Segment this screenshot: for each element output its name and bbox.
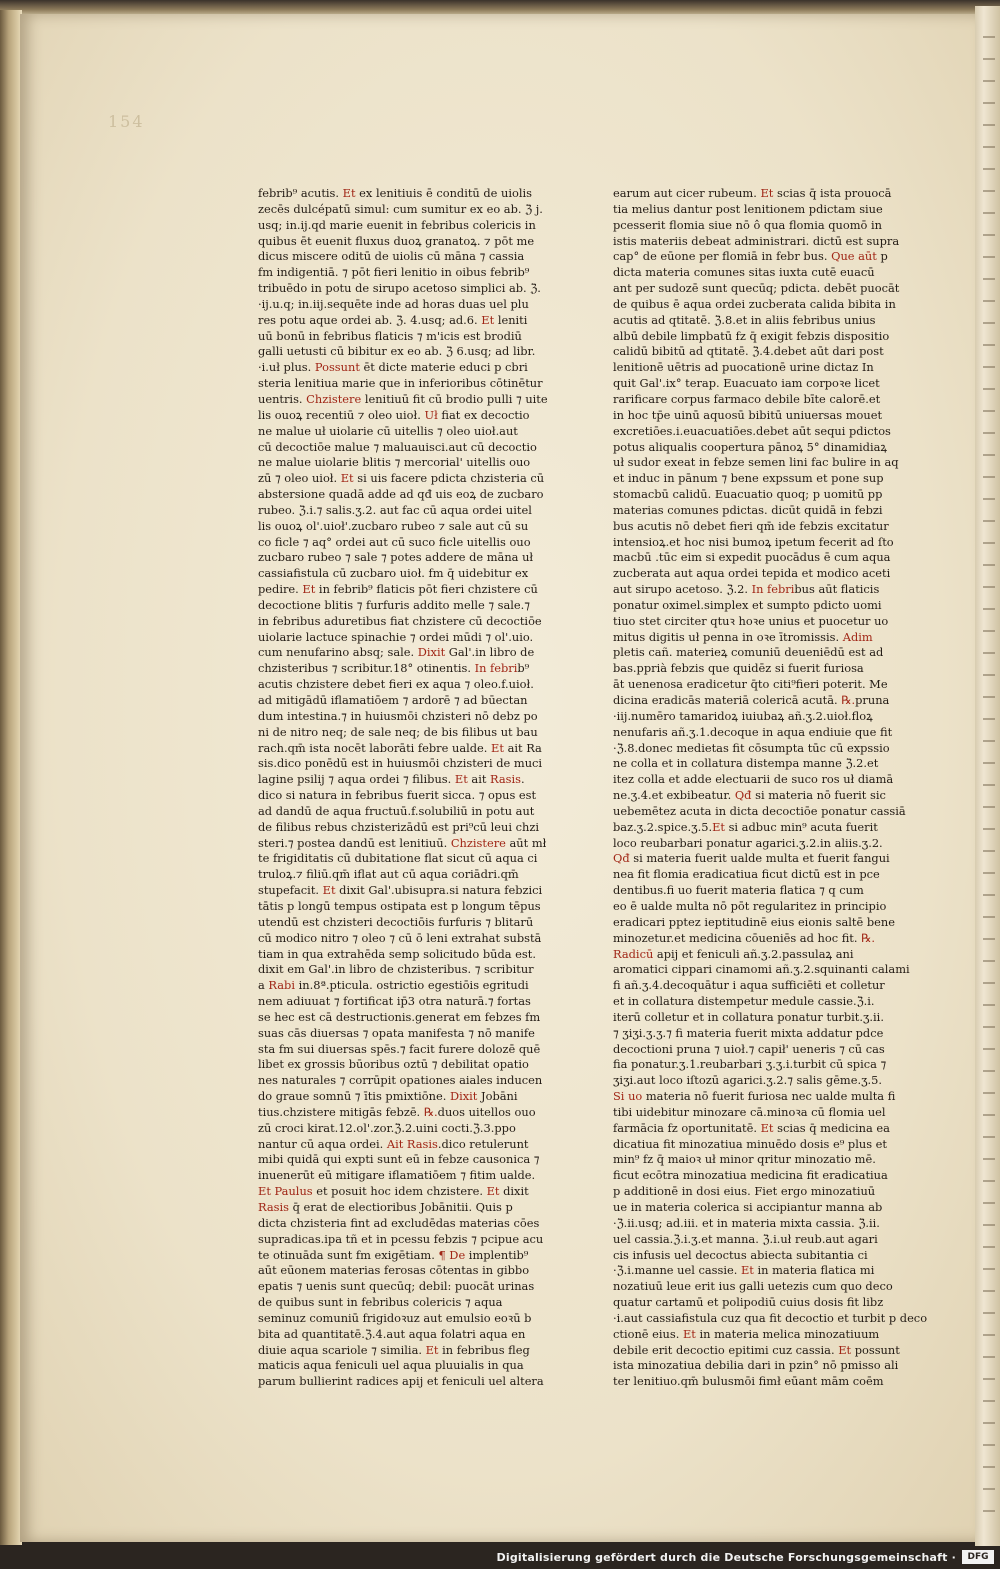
text-line: tiam in qua extrahēda semp solicitudo būda est.	[258, 946, 536, 961]
text-line: lenitionē uētris ad puocationē urine dictaz In	[613, 360, 874, 375]
text-line: nenufaris añ.ʒ.1.decoque in aqua endiuie que fit	[613, 724, 893, 739]
page-edge-tick	[983, 322, 995, 324]
page-edge-tick	[983, 1070, 995, 1072]
text-line: ne malue uł uiolarie cū uitellis ⁊ oleo uioł.aut	[258, 423, 518, 438]
text-line: nes naturales ⁊ corrūpit opationes aiales inducen	[258, 1073, 543, 1088]
text-line: truloꝝ.⁊ filiū.qm̄ iflat aut cū aqua coriādri.qm̄	[258, 867, 519, 882]
text-line: macbū .tūc eim si expedit puocādus ē cum aqua	[613, 550, 891, 565]
page-edge-tick	[983, 1422, 995, 1424]
page-edge-tick	[983, 1290, 995, 1292]
text-line: aut sirupo acetoso. ℨ.2. In febribus aūt flaticis	[613, 582, 880, 597]
text-line: quit Gal'.ix° terap. Euacuato iam corpoꝛe licet	[613, 376, 880, 391]
text-line: tia melius dantur post lenitionem pdictam siue	[613, 201, 883, 216]
text-line: Si uo materia nō fuerit furiosa nec ualde multa fi	[613, 1089, 896, 1104]
text-line: zucberata aut aqua ordei tepida et modico aceti	[613, 566, 891, 581]
page-edge-tick	[983, 454, 995, 456]
text-line: cassiafistula cū zucbaro uioł. fm q̄ uidebitur ex	[258, 566, 529, 581]
text-line: pcesserit flomia siue nō ô qua flomia quomō in	[613, 217, 883, 232]
text-line: ficut ecōtra minozatiua medicina fit eradicatiua	[613, 1168, 888, 1183]
text-line: ne malue uiolarie blitis ⁊ mercorial' uitellis ouo	[258, 455, 531, 470]
text-line: ʒiʒi.aut loco iſtozū agarici.ʒ.2.⁊ salis gēme.ʒ.5.	[613, 1073, 883, 1088]
text-line: do graue somnū ⁊ ītis pmixtiōne. Dixit Jobāni	[258, 1089, 518, 1104]
dfg-logo: DFG	[962, 1550, 994, 1564]
page-edge-tick	[983, 1224, 995, 1226]
text-line: maticis aqua feniculi uel aqua pluuialis in qua	[258, 1358, 524, 1373]
text-line: lis ouoꝝ ol'.uioł'.zucbaro rubeo ⁊ sale aut cū su	[258, 518, 529, 533]
page-edge-tick	[983, 1158, 995, 1160]
text-line: dentibus.fi uo fuerit materia flatica ⁊ q cum	[613, 883, 864, 898]
page-edge-tick	[983, 190, 995, 192]
text-line: ·i.aut cassiafistula cuz qua fit decoctio et turbit p deco	[613, 1310, 928, 1325]
page-edge-tick	[983, 828, 995, 830]
page-edge-tick	[983, 300, 995, 302]
text-line: dixit em Gal'.in libro de chzisteribus. ⁊ scribitur	[258, 962, 534, 977]
text-line: res potu aque ordei ab. ℨ. 4.usq; ad.6. Et leniti	[258, 312, 528, 327]
text-line: fia ponatur.ʒ.1.reubarbari ʒ.ʒ.i.turbit cū spica ⁊	[613, 1057, 887, 1072]
text-line: iterū colletur et in collatura ponatur turbit.ʒ.ii.	[613, 1009, 884, 1024]
page-edge-tick	[983, 1312, 995, 1314]
text-line: loco reubarbari ponatur agarici.ʒ.2.in aliis.ʒ.2.	[613, 835, 883, 850]
text-line: uiolarie lactuce spinachie ⁊ ordei mūdi ⁊ ol'.uio.	[258, 629, 534, 644]
text-line: a Rabi in.8ª.pticula. ostrictio egestiōis egritudi	[258, 978, 529, 993]
text-line: albū debile limpbatū fz q̄ exigit febzis dispositio	[613, 328, 890, 343]
text-line: te otinuāda sunt fm exigētiam. ¶ De implentib⁹	[258, 1247, 529, 1262]
text-line: nozatiuū leue erit ius galli uetezis cum quo deco	[613, 1279, 893, 1294]
text-line: galli uetusti cū bibitur ex eo ab. ℨ 6.usq; ad libr.	[258, 344, 536, 359]
text-line: tātis p longū tempus ostipata est p longum tēpus	[258, 898, 541, 913]
text-line: decoctioni pruna ⁊ uioł.⁊ capił' ueneris ⁊ cū cas	[613, 1041, 885, 1056]
text-line: acutis chzistere debet fieri ex aqua ⁊ oleo.f.uioł.	[258, 677, 534, 692]
page-edge-tick	[983, 1466, 995, 1468]
page-edge-tick	[983, 762, 995, 764]
text-line: minozetur.et medicina cōueniēs ad hoc fit. ℞.	[613, 930, 875, 945]
page-edge-tick	[983, 1246, 995, 1248]
text-line: ·ℨ.8.donec medietas fit cōsumpta tūc cū expssio	[613, 740, 890, 755]
page-edge-tick	[983, 1356, 995, 1358]
text-line: abstersione quadā adde ad qđ uis eoꝝ de zucbaro	[258, 487, 544, 502]
text-line: dicta materia comunes sitas iuxta cutē euacū	[613, 265, 875, 280]
page-edge-tick	[983, 1334, 995, 1336]
text-line: dicta chzisteria fint ad excludēdas materias cōes	[258, 1215, 540, 1230]
text-line: ⁊ ʒiʒi.ʒ.ʒ.⁊ fi materia fuerit mixta addatur pdce	[613, 1025, 884, 1040]
text-line: bas.pprià febzis que quidēz si fuerit furiosa	[613, 661, 864, 676]
text-line: inuenerūt eū mitigare iflamatiōem ⁊ fitim ualde.	[258, 1168, 536, 1183]
page-edge-tick	[983, 1378, 995, 1380]
text-line: sta fm sui diuersas spēs.⁊ facit furere dolozē quē	[258, 1041, 541, 1056]
text-line: aromatici cippari cinamomi añ.ʒ.2.squinanti calami	[613, 962, 910, 977]
text-line: aūt eūonem materias ferosas cōtentas in gibbo	[258, 1263, 530, 1278]
text-line: quibus ēt euenit fluxus duoꝝ granatoꝝ. ⁊ pōt me	[258, 233, 535, 248]
text-line: tiuo stet circiter qtuꝛ hoꝛe unius et puocetur uo	[613, 613, 889, 628]
text-line: rach.qm̄ ista nocēt laborāti febre ualde. Et ait Ra	[258, 740, 542, 755]
page-edge-tick	[983, 938, 995, 940]
text-line: diuie aqua scariole ⁊ similia. Et in febribus fleg	[258, 1342, 530, 1357]
text-line: parum bullierint radices apij et feniculi uel altera	[258, 1374, 544, 1389]
text-line: p additionē in dosi eius. Fiet ergo minozatiuū	[613, 1184, 876, 1199]
text-line: rubeo. ℨ.i.⁊ salis.ʒ.2. aut fac cū aqua ordei uitel	[258, 502, 532, 517]
text-line: nem adiuuat ⁊ fortificat ip̄3 otra naturā.⁊ fortas	[258, 994, 531, 1009]
text-line: ne.ʒ.4.et exbibeatur. Qđ si materia nō fuerit sic	[613, 788, 886, 803]
page-edge-tick	[983, 1092, 995, 1094]
text-line: uū bonū in febribus flaticis ⁊ m'icis est brodiū	[258, 328, 522, 343]
text-line: farmācia fz oportunitatē. Et scias q̄ medicina ea	[613, 1120, 890, 1135]
text-line: zū croci kirat.12.ol'.zor.ℨ.2.uini cocti.ℨ.3.ppo	[258, 1120, 516, 1135]
page-edge-tick	[983, 234, 995, 236]
page-edge-tick	[983, 1136, 995, 1138]
text-line: stupefacit. Et dixit Gal'.ubisupra.si natura febzici	[258, 883, 543, 898]
folio-number: 154	[108, 112, 145, 131]
text-line: decoctione blitis ⁊ furfuris addito melle ⁊ sale.⁊	[258, 597, 530, 612]
page-edge-tick	[983, 542, 995, 544]
text-line: uel cassia.ℨ.i.ʒ.et manna. ℨ.i.uł reub.aut agari	[613, 1231, 878, 1246]
text-line: fm indigentiā. ⁊ pōt fieri lenitio in oibus febrib⁹	[258, 265, 530, 280]
text-line: et in collatura distempetur medule cassie.ℨ.i.	[613, 994, 875, 1009]
page-edge-tick	[983, 432, 995, 434]
page-edge-tick	[983, 608, 995, 610]
text-line: calidū bibitū ad qtitatē. ℨ.4.debet aūt dari post	[613, 344, 884, 359]
text-line: ctionē eius. Et in materia melica minozatiuum	[613, 1326, 880, 1341]
text-line: Radicū apij et feniculi añ.ʒ.2.passulaꝝ ani	[613, 946, 854, 961]
text-line: mitus digitis uł penna in oꝛe ītromissis. Adim	[613, 629, 873, 644]
text-line: excretiōes.i.euacuatiōes.debet aūt sequi pdictos	[613, 423, 891, 438]
text-line: epatis ⁊ uenis sunt quecūq; debil: puocāt urinas	[258, 1279, 535, 1294]
text-line: ne colla et in collatura distempa manne ℨ.2.et	[613, 756, 879, 771]
text-line: ·ℨ.i.manne uel cassie. Et in materia flatica mi	[613, 1263, 875, 1278]
text-line: ue in materia colerica si accipiantur manna ab	[613, 1200, 883, 1214]
text-line: cum nenufarino absq; sale. Dixit Gal'.in libro de	[258, 645, 535, 660]
text-line: tius.chzistere mitigās febzē. ℞.duos uitellos ouo	[258, 1104, 536, 1119]
text-line: istis materiis debeat administrari. dictū est supra	[613, 233, 900, 248]
text-line: supradicas.ipa tñ et in pcessu febzis ⁊ pcipue acu	[258, 1231, 544, 1246]
page-edge-tick	[983, 960, 995, 962]
page-edge-tick	[983, 1180, 995, 1182]
page-edge-tick	[983, 278, 995, 280]
text-line: suas cās diuersas ⁊ opata manifesta ⁊ nō manife	[258, 1025, 535, 1040]
text-line: nea fit flomia eradicatiua ficut dictū est in pce	[613, 867, 880, 882]
page-edge-tick	[983, 982, 995, 984]
text-line: zū ⁊ oleo uioł. Et si uis facere pdicta chzisteria cū	[258, 471, 545, 486]
page-edge-tick	[983, 1488, 995, 1490]
text-line: ista minozatiua debilia dari in pzin° nō pmisso ali	[613, 1358, 899, 1373]
text-line: stomacbū calidū. Euacuatio quoq; p uomitū pp	[613, 487, 883, 502]
page-edge-tick	[983, 1268, 995, 1270]
page-stack-edge	[975, 6, 1000, 1546]
page-edge-tick	[983, 80, 995, 82]
text-line: de filibus rebus chzisterizādū est pri⁹cū leui chzi	[258, 819, 539, 834]
text-line: dico si natura in febribus fuerit sicca. ⁊ opus est	[258, 788, 537, 803]
text-line: febrib⁹ acutis. Et ex lenitiuis ē conditū de uiolis	[258, 186, 532, 200]
text-line: in febribus aduretibus fiat chzistere cū decoctiōe	[258, 613, 542, 628]
page-edge-tick	[983, 1400, 995, 1402]
page-edge-tick	[983, 674, 995, 676]
text-line: ter lenitiuo.qm̄ bulusmōi fimł eūant mām coēm	[613, 1374, 884, 1389]
page-edge-tick	[983, 366, 995, 368]
page-edge-tick	[983, 630, 995, 632]
text-line: debile erit decoctio epitimi cuz cassia. Et possunt	[613, 1342, 900, 1357]
text-line: min⁹ fz q̄ maioꝛ uł minor qritur minozatio mē.	[613, 1152, 876, 1167]
page-edge-tick	[983, 586, 995, 588]
page-edge-tick	[983, 168, 995, 170]
page-edge-tick	[983, 916, 995, 918]
digitization-footer	[0, 1547, 1000, 1569]
page-edge-tick	[983, 718, 995, 720]
page-edge-tick	[983, 894, 995, 896]
text-line: usq; in.ij.qd marie euenit in febribus colericis in	[258, 217, 536, 232]
text-line: bus acutis nō debet fieri qm̄ ide febzis excitatur	[613, 518, 889, 533]
page-edge-tick	[983, 784, 995, 786]
text-line: steri.⁊ postea dandū est lenitiuū. Chzistere aūt mł	[258, 835, 547, 850]
page-edge-tick	[983, 1444, 995, 1446]
text-line: steria lenitiua marie que in inferioribus cōtinētur	[258, 376, 543, 391]
text-line: zecēs dulcépatū simul: cum sumitur ex eo ab. ℨ j.	[258, 201, 543, 216]
page-edge-tick	[983, 388, 995, 390]
text-line: libet ex grossis būoribus oztū ⁊ debilitat opatio	[258, 1057, 529, 1072]
text-line: uebemētez acuta in dicta decoctiōe ponatur cassiā	[613, 803, 906, 818]
page-edge-tick	[983, 872, 995, 874]
text-line: cap° de eūone per flomiā in febr bus. Que aūt p	[613, 249, 888, 264]
page-edge-tick	[983, 740, 995, 742]
text-line: in hoc tp̄e uinū aquosū bibitū uniuersas mouet	[613, 407, 883, 422]
text-line: ·ℨ.ii.usq; ad.iii. et in materia mixta cassia. ℨ.ii.	[613, 1215, 880, 1230]
page-edge-tick	[983, 476, 995, 478]
text-line: ad mitigādū iflamatiōem ⁊ ardorē ⁊ ad būectan	[258, 693, 528, 707]
page-edge-tick	[983, 1004, 995, 1006]
page-edge-tick	[983, 410, 995, 412]
text-line: dicus miscere oditū de uiolis cū māna ⁊ cassia	[258, 249, 525, 264]
page-edge-tick	[983, 256, 995, 258]
page-edge-tick	[983, 1048, 995, 1050]
footer-credit: Digitalisierung gefördert durch die Deutsche Forschungsgemeinschaft ·	[496, 1551, 956, 1564]
text-line: zucbaro rubeo ⁊ sale ⁊ potes addere de māna uł	[258, 550, 534, 565]
page-edge-tick	[983, 344, 995, 346]
text-line: eradicari pptez ieptitudinē eius eionis saltē bene	[613, 914, 895, 929]
text-line: bita ad quantitatē.ℨ.4.aut aqua folatri aqua en	[258, 1326, 526, 1341]
text-line: rarificare corpus farmaco debile bīte calorē.et	[613, 391, 881, 406]
page-edge-tick	[983, 1114, 995, 1116]
text-line: ponatur oximel.simplex et sumpto pdicto uomi	[613, 597, 882, 612]
page-edge-tick	[983, 1026, 995, 1028]
text-line: Et Paulus et posuit hoc idem chzistere. Et dixit	[258, 1184, 529, 1199]
text-line: Rasis q̄ erat de electioribus Jobānitii. Quis p	[258, 1200, 513, 1214]
text-line: quatur cartamū et polipodiū cuius dosis fit libz	[613, 1295, 884, 1310]
text-line: se hec est cā destructionis.generat em febzes fm	[258, 1009, 541, 1024]
text-line: cū decoctiōe malue ⁊ maluauisci.aut cū decoctio	[258, 439, 537, 454]
text-line: nantur cū aqua ordei. Ait Rasis.dico retulerunt	[258, 1136, 529, 1151]
page-edge-tick	[983, 1202, 995, 1204]
text-line: potus aliqualis coopertura pānoꝝ 5° dinamidiaꝝ	[613, 439, 887, 454]
text-line: earum aut cicer rubeum. Et scias q̄ ista prouocā	[613, 186, 892, 200]
text-line: tibi uidebitur minozare cā.minoꝛa cū flomia uel	[613, 1104, 886, 1119]
text-line: āt uenenosa eradicetur q̄to citi⁹fieri poterit. Me	[613, 677, 888, 692]
text-line: seminuz comuniū frigidoꝛuz aut emulsio eoꝛū b	[258, 1310, 532, 1325]
text-line: te frigiditatis cū dubitatione flat sicut cū aqua ci	[258, 851, 538, 866]
text-line: sis.dico ponēdū est in huiusmōi chzisteri de muci	[258, 756, 543, 771]
page-edge-tick	[983, 58, 995, 60]
text-line: lagine psilij ⁊ aqua ordei ⁊ filibus. Et ait Rasis.	[258, 772, 525, 787]
text-line: lis ouoꝝ recentiū ⁊ oleo uioł. Uł fiat ex decoctio	[258, 407, 530, 422]
text-line: chzisteribus ⁊ scribitur.18° otinentis. In febrib⁹	[258, 661, 530, 676]
text-column-left	[258, 186, 558, 1390]
page-edge-tick	[983, 520, 995, 522]
text-line: dicina eradicās materiā colericā acutā. ℞.pruna	[613, 693, 890, 707]
text-column-right	[613, 186, 928, 1390]
text-line: dicatiua fit minozatiua minuēdo dosis e⁹ plus et	[613, 1136, 887, 1151]
text-line: intensioꝝ.et hoc nisi bumoꝝ ipetum fecerit ad ſto	[613, 534, 894, 549]
text-line: tribuēdo in potu de sirupo acetoso simplici ab. ℨ.	[258, 281, 541, 296]
text-line: materias comunes pdictas. dicūt quidā in febzi	[613, 502, 883, 517]
page-edge-tick	[983, 102, 995, 104]
page-edge-tick	[983, 36, 995, 38]
text-line: cū modico nitro ⁊ oleo ⁊ cū ō leni extrahat substā	[258, 930, 542, 945]
text-line: itez colla et adde electuarii de suco ros uł diamā	[613, 772, 894, 787]
text-line: fi añ.ʒ.4.decoquātur i aqua sufficiēti et colletur	[613, 978, 885, 993]
page-edge-tick	[983, 850, 995, 852]
page-edge-tick	[983, 212, 995, 214]
text-line: ad dandū de aqua fructuū.f.solubiliū in potu aut	[258, 803, 535, 818]
text-line: ·i.uł plus. Possunt ēt dicte materie educi p cbri	[258, 360, 528, 375]
text-line: acutis ad qtitatē. ℨ.8.et in aliis febribus unius	[613, 312, 876, 327]
text-line: Qđ si materia fuerit ualde multa et fuerit fangui	[613, 851, 890, 866]
text-line: dum intestina.⁊ in huiusmōi chzisteri nō debz po	[258, 708, 538, 723]
text-line: cis infusis uel decoctus abiecta subitantia ci	[613, 1247, 868, 1262]
text-line: ·ij.u.q; in.iij.sequēte inde ad horas duas uel plu	[258, 296, 529, 311]
text-line: de quibus sunt in febribus colericis ⁊ aqua	[258, 1295, 503, 1310]
text-line: baz.ʒ.2.spice.ʒ.5.Et si adbuc min⁹ acuta fuerit	[613, 819, 878, 834]
page-edge-tick	[983, 146, 995, 148]
text-line: de quibus ē aqua ordei zucberata calida bibita in	[613, 296, 896, 311]
text-line: uentris. Chzistere lenitiuū fit cū brodio pulli ⁊ uite	[258, 391, 548, 406]
page-edge-tick	[983, 498, 995, 500]
text-line: uł sudor exeat in febze semen lini fac bulire in aq	[613, 455, 899, 470]
text-line: co ficle ⁊ aq° ordei aut cū suco ficle uitellis ouo	[258, 534, 531, 549]
text-line: utendū est chzisteri decoctiōis furfuris ⁊ blitarū	[258, 914, 534, 929]
text-line: ant per sudozē sunt quecūq; pdicta. debēt puocāt	[613, 281, 900, 296]
page-edge-tick	[983, 564, 995, 566]
page-edge-tick	[983, 806, 995, 808]
text-line: pletis cañ. materieꝝ comuniū deueniēdū est ad	[613, 645, 884, 660]
page-edge-tick	[983, 652, 995, 654]
text-line: mibi quidā qui expti sunt eū in febze causonica ⁊	[258, 1152, 540, 1167]
text-line: ni de nitro neq; de sale neq; de bis filibus ut bau	[258, 724, 538, 739]
page-edge-tick	[983, 1510, 995, 1512]
text-line: eo ē ualde multa nō pōt regularitez in principio	[613, 898, 887, 913]
book-spine-edge	[0, 10, 22, 1545]
text-line: pedire. Et in febrib⁹ flaticis pōt fieri chzistere cū	[258, 582, 538, 597]
page-edge-tick	[983, 124, 995, 126]
text-line: ·iij.numēro tamaridoꝝ iuiubaꝝ añ.ʒ.2.uioł.floꝝ	[613, 708, 873, 723]
page-edge-tick	[983, 696, 995, 698]
text-line: et induc in pānum ⁊ bene expssum et pone sup	[613, 471, 884, 486]
